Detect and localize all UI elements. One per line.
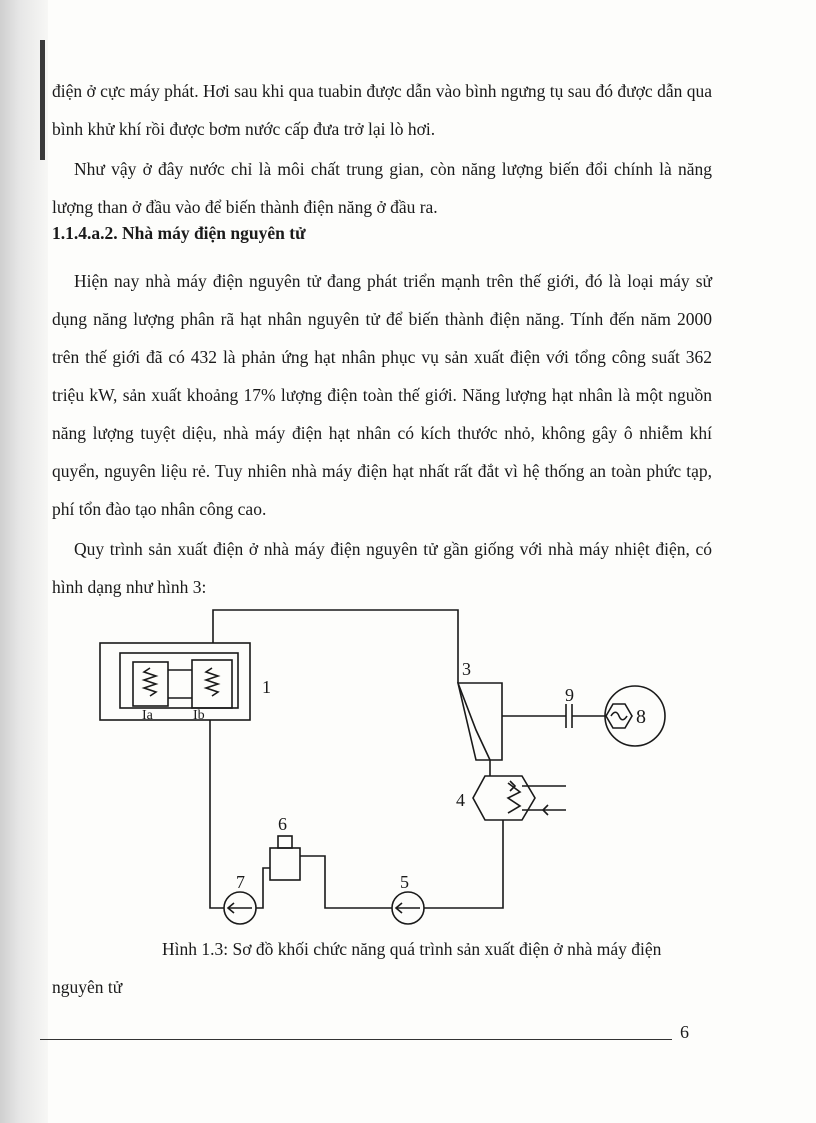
generator	[605, 686, 665, 746]
reactor-1b	[192, 660, 232, 708]
coil-1a	[144, 668, 156, 696]
deaerator	[270, 848, 300, 880]
paragraph-2-text: Như vậy ở đây nước chỉ là môi chất trung gian, còn năng lượng biến đổi chính là năng lượng than ở đầu vào để biến thành điện năng ở đầu ra.	[52, 159, 712, 217]
paragraph-3-text: Hiện nay nhà máy điện nguyên tử đang phát triển mạnh trên thế giới, đó là loại máy sử dụng năng lượng phân rã hạt nhân nguyên tử để biến thành điện năng. Tính đến năm 2000 trên thế giới đã có 432 là phản ứng hạt nhân phục vụ sản xuất điện với tổng công suất 362 triệu kW, sản xuất khoảng 17% lượng điện toàn thế giới. Năng lượng hạt nhân là một nguồn năng lượng tuyệt diệu, nhà máy điện hạt nhân có kích thước nhỏ, không gây ô nhiễm khí quyển, nguyên liệu rẻ. Tuy nhiên nhà máy điện hạt nhất rất đắt vì hệ thống an toàn phức tạp, phí tổn đào tạo nhân công cao.	[52, 271, 712, 519]
coil-1b	[206, 668, 218, 696]
label-5: 5	[400, 872, 409, 892]
label-1a: Ia	[142, 708, 153, 723]
figure-caption-text: Hình 1.3: Sơ đồ khối chức năng quá trình sản xuất điện ở nhà máy điện nguyên tử	[52, 939, 662, 997]
label-8: 8	[636, 706, 646, 728]
label-1: 1	[262, 677, 271, 697]
label-4: 4	[456, 790, 465, 810]
label-1b: Ib	[193, 708, 205, 723]
page-number: 6	[680, 1022, 689, 1042]
condenser	[473, 776, 535, 820]
label-3: 3	[462, 659, 471, 679]
label-7: 7	[236, 872, 245, 892]
reactor-1a	[133, 662, 168, 706]
paragraph-1-text: điện ở cực máy phát. Hơi sau khi qua tuabin được dẫn vào bình ngưng tụ sau đó được dẫn qua bình khử khí rồi được bơm nước cấp đưa trở lại lò hơi.	[52, 81, 712, 139]
section-heading: 1.1.4.a.2. Nhà máy điện nguyên tử	[52, 223, 306, 243]
label-6: 6	[278, 814, 287, 834]
paragraph-4-text: Quy trình sản xuất điện ở nhà máy điện nguyên tử gần giống với nhà máy nhiệt điện, có hình dạng như hình 3:	[52, 539, 712, 597]
label-9: 9	[565, 685, 574, 705]
turbine	[458, 683, 502, 760]
figure-caption	[52, 930, 672, 1006]
footer-rule	[40, 1039, 672, 1040]
